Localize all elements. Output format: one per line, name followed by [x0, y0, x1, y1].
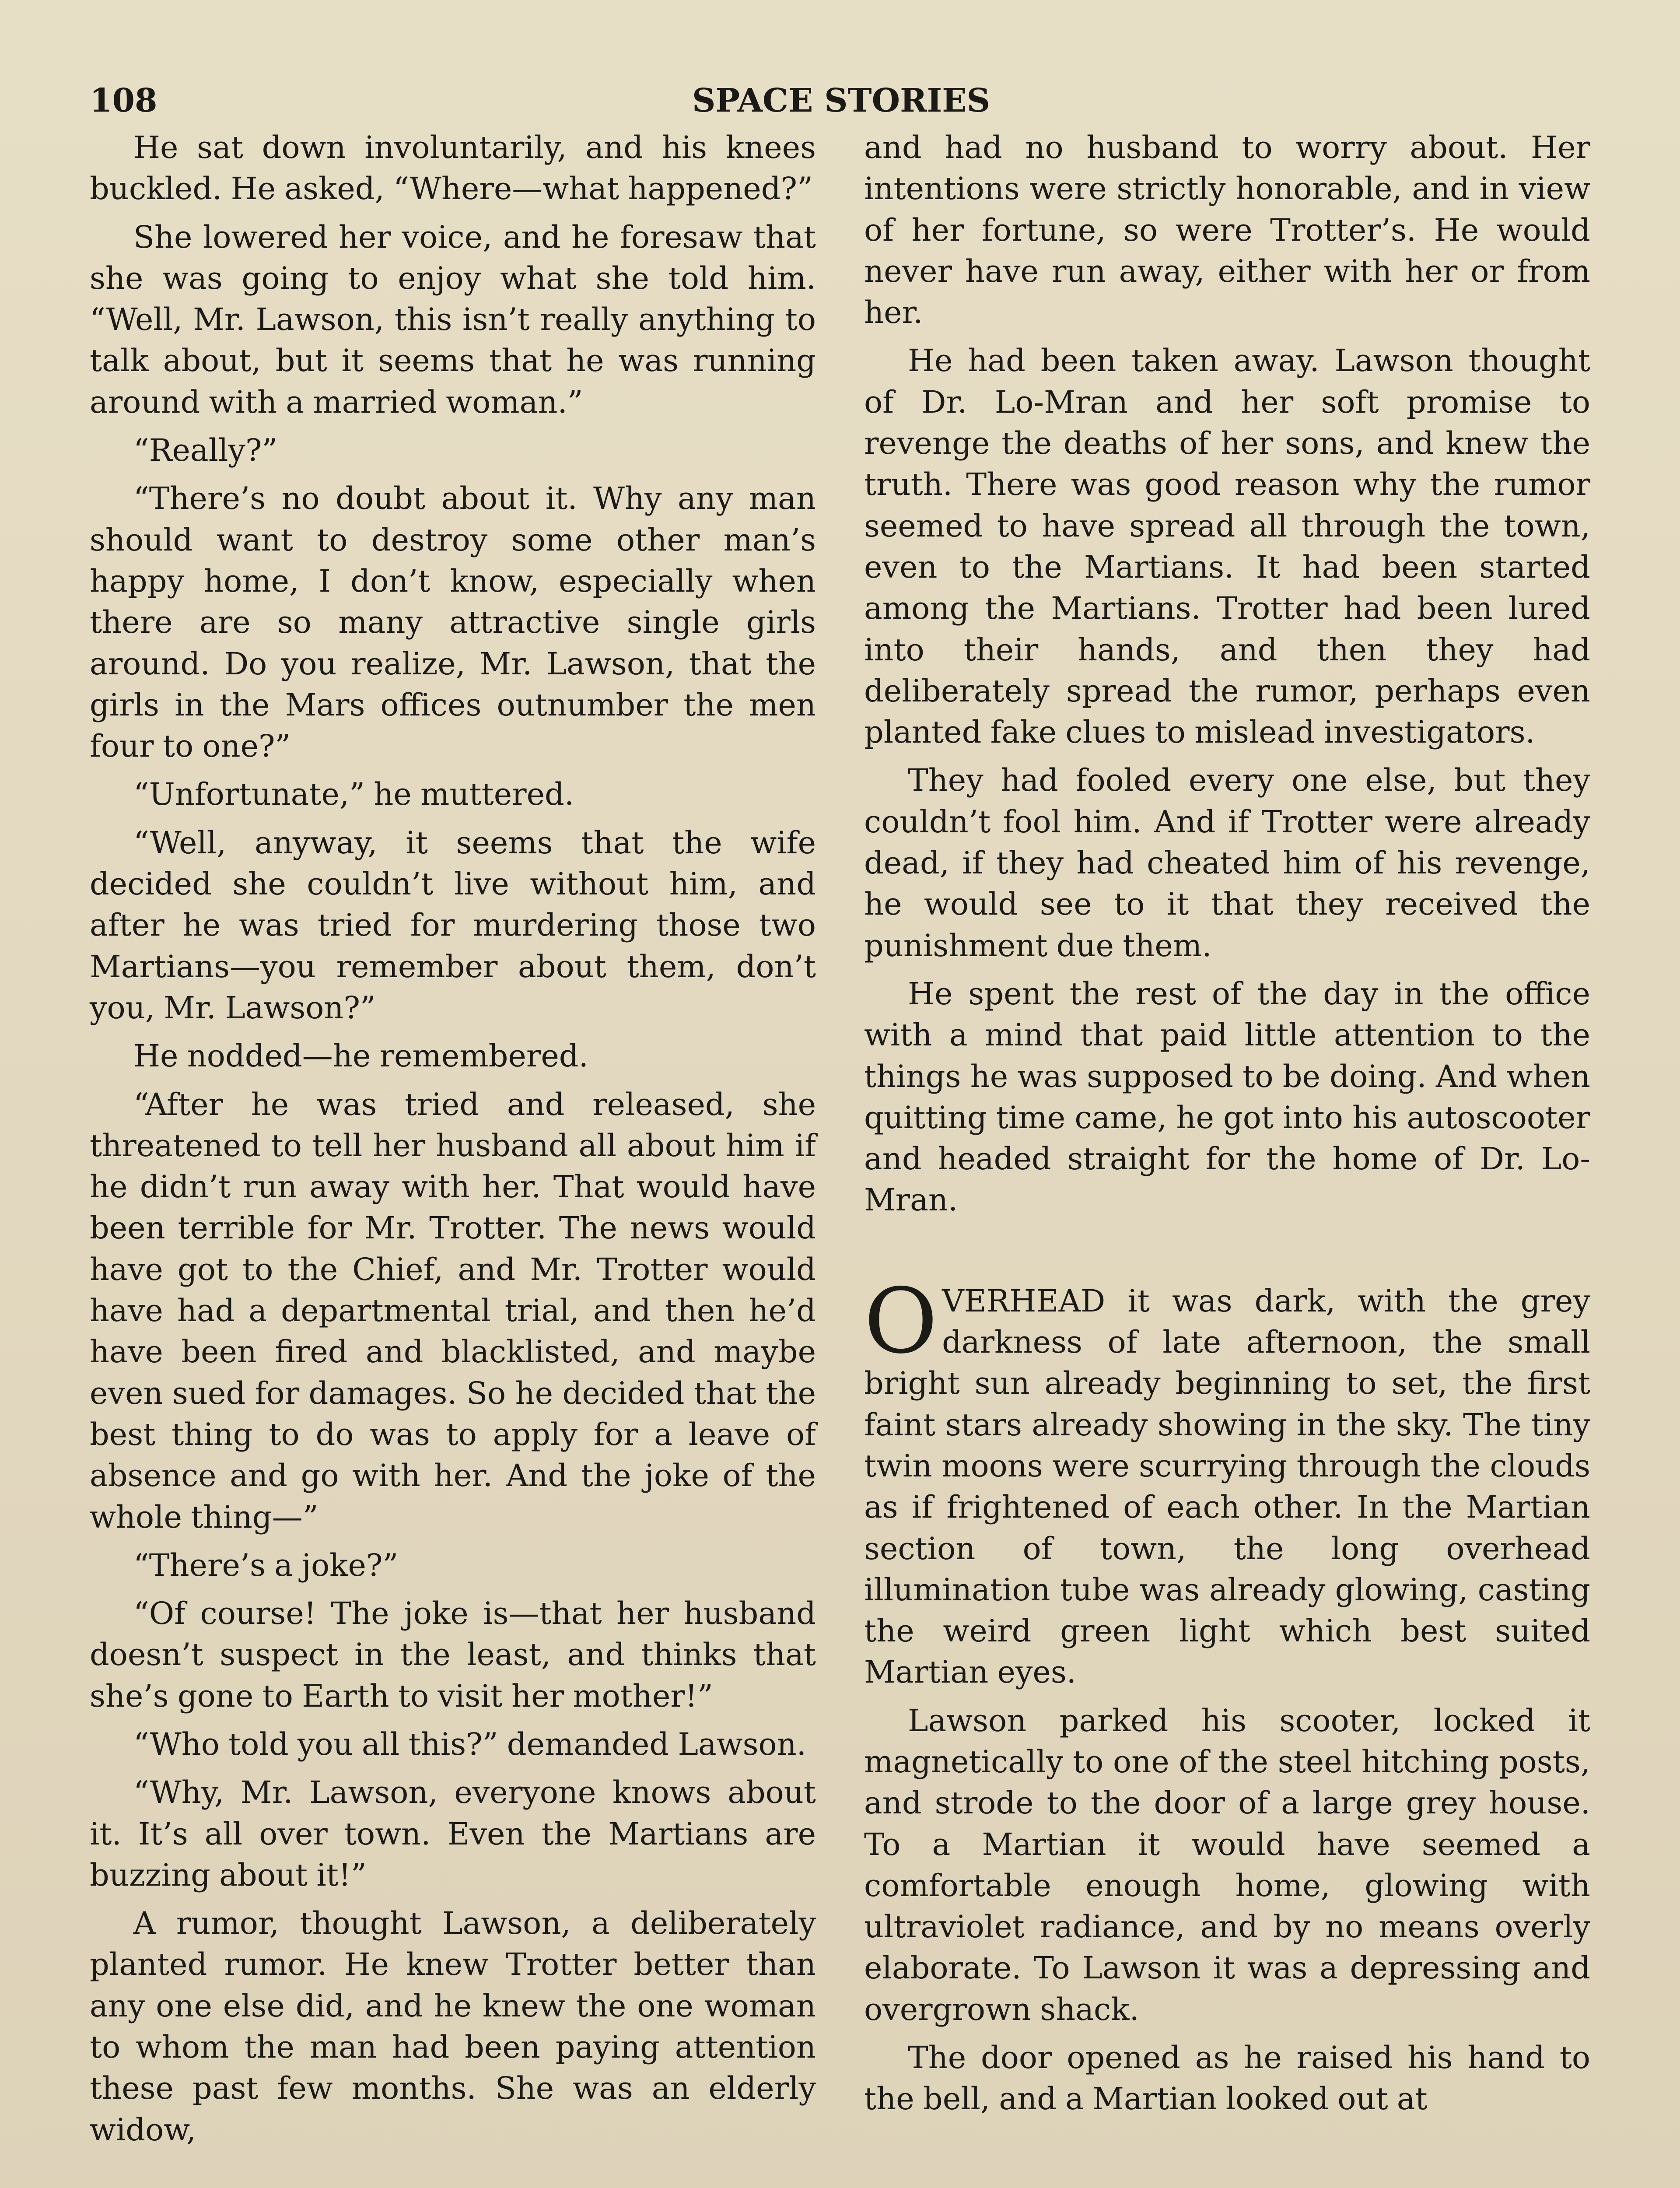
- paragraph: “Who told you all this?” demanded Lawson.: [133, 1726, 807, 1762]
- opening-text: it was dark, with the grey darkness of late afternoon, the small bright sun already beginning to set, the first faint stars already showing in the sky. The tiny twin moons were scurrying through the clouds as if frightened of each other. In the Martian section of town, the long overhead illumination tube was already glowing, casting the weird green light which best suited Martian eyes.: [864, 1283, 1590, 1690]
- right-column: [864, 127, 1590, 2127]
- left-column: [90, 127, 816, 2157]
- paragraph: He spent the rest of the day in the office with a mind that paid little attention to the things he was supposed to be doing. And when quitting time came, he got into his autoscooter and headed straight for the home of Dr. Lo-Mran.: [864, 975, 1590, 1218]
- paragraph: “Well, anyway, it seems that the wife decided she couldn’t live without him, and after he was tried for murdering those two Martians—you remember about them, don’t you, Mr. Lawson?”: [90, 824, 816, 1026]
- paragraph: “Really?”: [133, 432, 278, 469]
- section-opening-paragraph: [864, 1269, 1590, 1693]
- paragraph: He nodded—he remembered.: [133, 1038, 588, 1074]
- drop-cap: O: [864, 1269, 938, 1374]
- paragraph: “There’s no doubt about it. Why any man should want to destroy some other man’s happy home, I don’t know, especially when there are so many attractive single girls around. Do you realize, Mr. Lawson, that the girls in the Mars offices outnumber the men four to one?”: [90, 480, 816, 764]
- paragraph: “Why, Mr. Lawson, everyone knows about it. It’s all over town. Even the Martians are buzzing about it!”: [90, 1774, 816, 1893]
- paragraph: “There’s a joke?”: [133, 1547, 399, 1583]
- paragraph: They had fooled every one else, but they couldn’t fool him. And if Trotter were already dead, if they had cheated him of his revenge, he would see to it that they received the punishment due them.: [864, 762, 1590, 964]
- paragraph: Lawson parked his scooter, locked it magnetically to one of the steel hitching posts, and strode to the door of a large grey house. To a Martian it would have seemed a comfortable enough home, glowing with ultraviolet radiance, and by no means overly elaborate. To Lawson it was a depressing and overgrown shack.: [864, 1702, 1590, 2027]
- paragraph: He sat down involuntarily, and his knees buckled. He asked, “Where—what happened?”: [90, 130, 816, 207]
- opening-small-caps: VERHEAD: [942, 1283, 1106, 1319]
- paragraph: A rumor, thought Lawson, a deliberately planted rumor. He knew Trotter better than any one else did, and he knew the one woman to whom the man had been paying attention these past few months. She was an elderly widow,: [90, 1905, 816, 2148]
- paragraph: “After he was tried and released, she threatened to tell her husband all about him if he didn’t run away with her. That would have been terrible for Mr. Trotter. The news would have got to the Chief, and Mr. Trotter would have had a departmental trial, and then he’d have been fired and blacklisted, and maybe even sued for damages. So he decided that the best thing to do was to apply for a leave of absence and go with her. And the joke of the whole thing—”: [90, 1086, 816, 1535]
- section-break: [864, 1228, 1590, 1280]
- paragraph: “Of course! The joke is—that her husband doesn’t suspect in the least, and thinks that she’s gone to Earth to visit her mother!”: [90, 1595, 816, 1714]
- continued-paragraph: and had no husband to worry about. Her intentions were strictly honorable, and in view of her fortune, so were Trotter’s. He would never have run away, either with her or from her.: [864, 130, 1590, 331]
- running-head: [90, 77, 1592, 125]
- paragraph: He had been taken away. Lawson thought of Dr. Lo-Mran and her soft promise to revenge the deaths of her sons, and knew the truth. There was good reason why the rumor seemed to have spread all through the town, even to the Martians. It had been started among the Martians. Trotter had been lured into their hands, and then they had deliberately spread the rumor, perhaps even planted fake clues to mislead investigators.: [864, 343, 1590, 750]
- paragraph: “Unfortunate,” he muttered.: [133, 776, 574, 813]
- page-number: 108: [90, 82, 158, 119]
- paragraph: The door opened as he raised his hand to the bell, and a Martian looked out at: [864, 2040, 1590, 2117]
- paragraph: She lowered her voice, and he foresaw that she was going to enjoy what she told him. “Well, Mr. Lawson, this isn’t really anything to talk about, but it seems that he was running around with a married woman.”: [90, 219, 816, 420]
- publication-title: SPACE STORIES: [692, 82, 990, 119]
